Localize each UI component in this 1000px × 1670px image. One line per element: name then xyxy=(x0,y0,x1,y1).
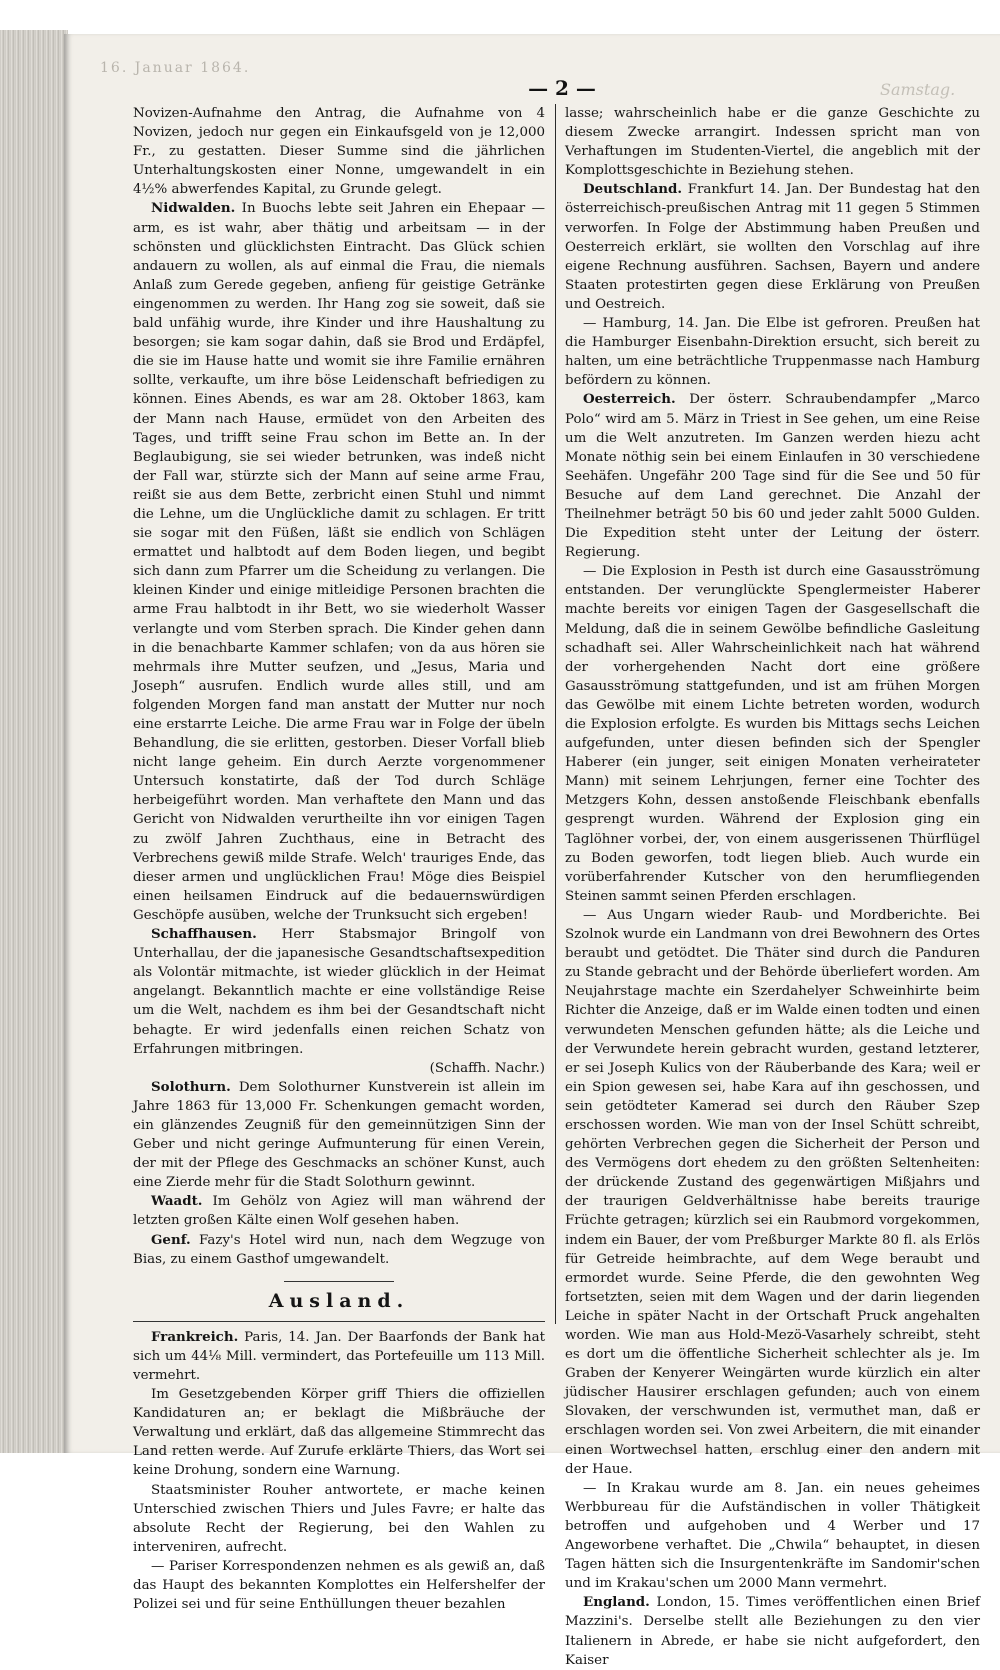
article-paragraph xyxy=(565,906,980,1479)
book-page-edges xyxy=(0,30,68,1453)
article-paragraph xyxy=(133,1192,545,1230)
section-rule xyxy=(133,1321,545,1322)
article-paragraph xyxy=(133,199,545,925)
dateline-lead: Solothurn. xyxy=(151,1078,231,1095)
article-paragraph xyxy=(565,562,980,906)
paragraph-text: Der österr. Schraubendampfer „Marco Polo“ wird am 5. März in Triest in See gehen, um eine Reise um die Welt anzutreten. Im Ganzen werden hiezu acht Monate nöthig sein bei einem Einlaufen in 30 verschiedene Seehäfen. Ungefähr 200 Tage sind für die See und 50 für Besuche auf dem Land gerechnet. Die Anzahl der Theilnehmer beträgt 50 bis 60 und jeder zahlt 5000 Gulden. Die Expedition steht unter der Leitung der österr. Regierung. xyxy=(565,392,980,561)
dateline-lead: England. xyxy=(583,1594,650,1611)
paragraph-text: Frankfurt 14. Jan. Der Bundestag hat den österreichisch-preußischen Antrag mit 11 gegen 5 Stimmen verworfen. In Folge der Abstimmung haben Preußen und Oesterreich erklärt, sie wollten den Vorschlag auf ihre eigene Rechnung ausführen. Sachsen, Bayern und andere Staaten protestirten gegen diese Erklärung von Preußen und Oestreich. xyxy=(565,182,980,312)
column-divider xyxy=(555,104,556,1324)
article-paragraph xyxy=(133,1078,545,1193)
section-separator xyxy=(284,1281,394,1282)
paragraph-text: In Buochs lebte seit Jahren ein Ehepaar — arm, es ist wahr, aber thätig und arbeitsam — in der schönsten und glücklichsten Eintracht. Das Glück schien andauern zu wollen, als auf einmal die Frau, die niemals Anlaß zum Gerede gegeben, anfieng für geistige Getränke eingenommen zu werden. Ihr Hang zog sie soweit, daß sie bald unfähig wurde, ihre Kinder und ihre Haushaltung zu besorgen; sie kam sogar dahin, daß sie Brod und Erdäpfel, die sie im Hause hatte und womit sie ihre Familie ernähren sollte, verkaufte, um ihre böse Leidenschaft befriedigen zu können. Eines Abends, es war am 28. Oktober 1863, kam der Mann nach Hause, ermüdet von den Arbeiten des Tages, und trifft seine Frau schon im Bette an. In der Beglaubigung, sie sei wieder betrunken, was indeß nicht der Fall war, stürzte sich der Mann auf seine arme Frau, reißt sie aus dem Bette, zerbricht einen Stuhl und nimmt die Lehne, um die Unglückliche damit zu schlagen. Er tritt sie sogar mit den Füßen, läßt sie endlich von Schlägen ermattet und halbtodt auf dem Boden liegen, und begibt sich dann zum Pfarrer um die Scheidung zu verlangen. Die kleinen Kinder und einige mitleidige Personen brachten die arme Frau halbtodt in ihr Bett, wo sie wiederholt Wasser verlangte und vom Sterben sprach. Die Kinder gehen dann in die benachbarte Kammer schlafen; von da aus hören sie mehrmals ihre Mutter seufzen, und „Jesus, Maria und Joseph“ ausrufen. Endlich wurde alles still, und am folgenden Morgen fand man anstatt der Mutter nur noch eine erstarrte Leiche. Die arme Frau war in Folge der übeln Behandlung, die sie erlitten, gestorben. Dieser Vorfall blieb nicht lange geheim. Ein durch Aerzte vorgenommener Untersuch konstatirte, daß der Tod durch Schläge herbeigeführt worden. Man verhaftete den Mann und das Gericht von Nidwalden verurtheilte ihn vor einigen Tagen zu zwölf Jahren Zuchthaus, eine in Betracht des Verbrechens gewiß milde Strafe. Welch' trauriges Ende, das dieser armen und unglücklichen Frau! Möge dies Beispiel einen heilsamen Eindruck auf die bedauernswürdigen Geschöpfe ausüben, welche der Trunksucht sich ergeben! xyxy=(133,201,545,923)
paragraph-text: London, 15. Times veröffentlichen einen Brief Mazzini's. Derselbe stellt alle Beziehungen zu den vier Italienern in Abrede, er habe sie nicht aufgefordert, den Kaiser xyxy=(565,1595,980,1668)
paragraph-text: Staatsminister Rouher antwortete, er mache keinen Unterschied zwischen Thiers und Jules Favre; er halte das absolute Recht der Regierung, bei den Wahlen zu interveniren, aufrecht. xyxy=(133,1482,545,1555)
article-paragraph xyxy=(133,1328,545,1385)
article-paragraph xyxy=(133,1385,545,1480)
article-paragraph xyxy=(133,925,545,1059)
article-paragraph xyxy=(133,1231,545,1269)
paragraph-text: Novizen-Aufnahme den Antrag, die Aufnahme von 4 Novizen, jedoch nur gegen ein Einkaufsgeld von je 12,000 Fr., zu gestatten. Dieser Summe sind die jährlichen Unterhaltungskosten einer Nonne, umgewandelt in ein 4½% abwerfendes Kapital, zu Grunde gelegt. xyxy=(133,106,545,198)
bleed-through-date: 16. Januar 1864. xyxy=(100,60,251,76)
paragraph-text: Dem Solothurner Kunstverein ist allein im Jahre 1863 für 13,000 Fr. Schenkungen gemacht worden, ein glänzendes Zeugniß für den gemeinnützigen Sinn der Geber und nicht geringe Aufmunterung für einen Verein, der mit der Pflege des Geschmacks an schöner Kunst, auch eine Zierde mehr für die Stadt Solothurn gewinnt. xyxy=(133,1079,545,1191)
paragraph-text: Fazy's Hotel wird nun, nach dem Wegzuge von Bias, zu einem Gasthof umgewandelt. xyxy=(133,1232,545,1267)
dateline-lead: Oesterreich. xyxy=(583,391,676,408)
paragraph-text: — Pariser Korrespondenzen nehmen es als gewiß an, daß das Haupt des bekannten Komplottes ein Helfershelfer der Polizei sei und für seine Enthüllungen theuer bezahlen xyxy=(133,1558,545,1613)
dateline-lead: Frankreich. xyxy=(151,1328,239,1345)
paragraph-text: — Aus Ungarn wieder Raub- und Mordberichte. Bei Szolnok wurde ein Landmann von drei Bewohnern des Ortes beraubt und getödtet. Die Thäter sind durch die Panduren zu Stande gebracht und der Behörde überliefert worden. Am Neujahrstage machte ein Szerdahelyer Schweinhirte beim Richter die Anzeige, daß er im Walde einen todten und einen verwundeten Menschen gefunden hätte; als die Leiche und der Verwundete herein gebracht wurden, gestand letzterer, er sei Joseph Kulics von der Räuberbande des Kara; weil er ein Spion gewesen sei, habe Kara auf ihn geschossen, und sein getödteter Kamerad sei durch den Räuber Szep erschossen worden. Wie man von der Insel Schütt schreibt, gehörten Verbrechen gegen die Sicherheit der Person und des Vermögens dort ehedem zu den größten Seltenheiten: der drückende Zustand des gegenwärtigen Mißjahrs und der traurigen Geldverhältnisse habe bereits traurige Früchte getragen; kürzlich sei ein Raubmord vorgekommen, indem ein Bauer, der vom Preßburger Markte 80 fl. als Erlös für Getreide heimbrachte, auf dem Wege beraubt und ermordet wurde. Seine Pferde, die den gewohnten Weg fortsetzten, seien mit dem Wagen und der darin liegenden Leiche in später Nacht in der Ortschaft Pruck angehalten worden. Wie man aus Hold-Mezö-Vasarhely schreibt, steht es dort um die öffentliche Sicherheit schlechter als je. Im Graben der Kenyerer Weingärten wurde kürzlich ein alter jüdischer Hausirer erschlagen gefunden; auch von einem Slovaken, der verschwunden ist, vermuthet man, daß er erschlagen worden sei. Von zwei Arbeitern, die mit einander einen Wortwechsel hatten, erschlug einer den andern mit der Haue. xyxy=(565,907,980,1477)
article-paragraph xyxy=(565,104,980,180)
dateline-lead: Waadt. xyxy=(151,1193,203,1210)
paragraph-text: lasse; wahrscheinlich habe er die ganze Geschichte zu diesem Zwecke arrangirt. Indessen spricht man von Verhaftungen im Studenten-Viertel, die angeblich mit der Komplottsgeschichte in Beziehung stehen. xyxy=(565,106,980,179)
dateline-lead: Deutschland. xyxy=(583,181,683,198)
paragraph-text: Im Gesetzgebenden Körper griff Thiers die offiziellen Kandidaturen an; er beklagt die Mißbräuche der Verwaltung und erklärt, daß das allgemeine Stimmrecht das Land retten werde. Auf Zurufe erklärte Thiers, das Wort sei keine Drohung, sondern eine Warnung. xyxy=(133,1387,545,1479)
page-number: — 2 — xyxy=(528,76,596,100)
book-top-margin xyxy=(0,0,1000,34)
left-column xyxy=(133,104,545,1614)
paragraph-text: — Die Explosion in Pesth ist durch eine Gasausströmung entstanden. Der verunglückte Spenglermeister Haberer machte bereits vor einigen Tagen der Gasgesellschaft die Meldung, daß die in seinem Gewölbe befindliche Gasleitung schadhaft sei. Aller Wahrscheinlichkeit nach hat während der vorhergehenden Nacht dort eine größere Gasausströmung stattgefunden, und ist am frühen Morgen das Gewölbe mit einem Lichte betreten worden, wodurch die Explosion erfolgte. Es wurden bis Mittags sechs Leichen aufgefunden, unter diesen befinden sich der Spengler Haberer (ein junger, seit einigen Monaten verheirateter Mann) mit seinem Lehrjungen, ferner eine Tochter des Metzgers Kohn, dessen anstoßende Fleischbank ebenfalls gesprengt wurden. Während der Explosion ging ein Taglöhner vorbei, der, von einem ausgerissenen Thürflügel zu Boden geworfen, todt liegen blieb. Auch wurde ein vorüberfahrender Kutscher von den herumfliegenden Steinen sammt seinen Pferden erschlagen. xyxy=(565,564,980,904)
paragraph-text: Im Gehölz von Agiez will man während der letzten großen Kälte einen Wolf gesehen haben. xyxy=(133,1194,545,1229)
article-paragraph xyxy=(565,1479,980,1594)
article-paragraph xyxy=(565,1593,980,1669)
dateline-lead: Schaffhausen. xyxy=(151,926,257,943)
article-paragraph xyxy=(565,180,980,314)
article-paragraph xyxy=(133,1481,545,1557)
paragraph-text: Herr Stabsmajor Bringolf von Unterhallau, der die japanesische Gesandtschaftsexpedition als Volontär mitmachte, ist wieder glücklich in der Heimat angelangt. Bekanntlich machte er eine vollständige Reise um die Welt, nachdem es ihm bei der Gesandtschaft nicht behagte. Er wird jedenfalls einen reichen Schatz von Erfahrungen mitbringen. xyxy=(133,927,545,1057)
article-paragraph xyxy=(565,390,980,562)
paragraph-text: — In Krakau wurde am 8. Jan. ein neues geheimes Werbbureau für die Aufständischen in voller Thätigkeit betroffen und aufgehoben und 4 Werber und 17 Angeworbene verhaftet. Die „Chwila“ behauptet, in diesen Tagen hätten sich die Insurgentenkräfte im Sandomir'schen und im Krakau'schen um 2000 Mann vermehrt. xyxy=(565,1480,980,1592)
paragraph-text: Paris, 14. Jan. Der Baarfonds der Bank hat sich um 44⅛ Mill. vermindert, das Portefeuille um 113 Mill. vermehrt. xyxy=(133,1329,545,1383)
paragraph-text: (Schaffh. Nachr.) xyxy=(429,1060,545,1076)
section-title-ausland: Ausland. xyxy=(268,1289,410,1312)
dateline-lead: Genf. xyxy=(151,1231,191,1248)
right-column xyxy=(565,104,980,1670)
article-paragraph xyxy=(565,314,980,390)
article-paragraph xyxy=(133,104,545,199)
article-paragraph xyxy=(133,1059,545,1078)
bleed-through-day: Samstag. xyxy=(880,80,956,99)
paragraph-text: — Hamburg, 14. Jan. Die Elbe ist gefroren. Preußen hat die Hamburger Eisenbahn-Direktion ersucht, sich bereit zu halten, um eine beträchtliche Truppenmasse nach Hamburg befördern zu können. xyxy=(565,316,980,389)
dateline-lead: Nidwalden. xyxy=(151,200,236,217)
article-paragraph xyxy=(133,1557,545,1614)
